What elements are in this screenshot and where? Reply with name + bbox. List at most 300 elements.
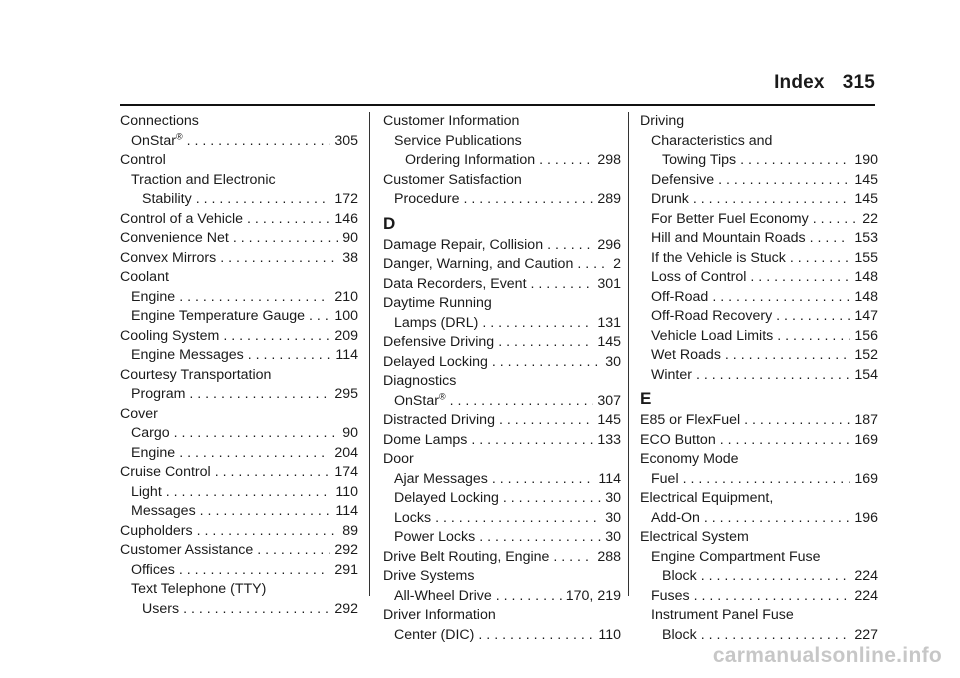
index-entry [640, 489, 878, 509]
index-entry[interactable] [120, 385, 358, 405]
index-entry [383, 112, 621, 132]
entry-page-number[interactable]: 291 [334, 561, 358, 578]
entry-text: Cargo [131, 425, 170, 441]
entry-page-number[interactable]: 289 [597, 191, 621, 207]
index-entry[interactable] [120, 561, 358, 581]
index-entry[interactable] [383, 470, 621, 490]
entry-page-number[interactable]: 133 [597, 431, 621, 448]
entry-page-number[interactable]: 227 [854, 626, 878, 643]
entry-text: Winter [651, 366, 692, 383]
dot-leader [499, 411, 593, 431]
index-entry[interactable] [120, 190, 358, 210]
entry-label [131, 561, 175, 581]
index-entry[interactable] [383, 411, 621, 431]
section-letter: E [640, 389, 652, 408]
entry-page-number[interactable]: 110 [335, 483, 358, 500]
index-entry [120, 112, 358, 132]
index-entry [120, 151, 358, 171]
entry-label [651, 229, 806, 249]
index-entry[interactable] [120, 483, 358, 503]
entry-text: Drive Belt Routing, Engine [383, 548, 550, 565]
entry-label [651, 366, 692, 386]
entry-text: Add-On [651, 509, 700, 526]
entry-text: Traction and Electronic [131, 171, 276, 188]
entry-page-number[interactable]: 30 [605, 529, 621, 545]
dot-leader [166, 483, 332, 503]
dot-leader [744, 411, 850, 431]
entry-page-number[interactable]: 187 [854, 412, 878, 428]
entry-label [142, 190, 192, 210]
entry-label [383, 255, 573, 275]
entry-label [651, 327, 773, 347]
index-entry[interactable] [120, 249, 358, 269]
dot-leader [813, 210, 859, 230]
dot-leader [492, 470, 595, 490]
dot-leader [701, 626, 851, 646]
entry-page-number[interactable]: 114 [335, 347, 358, 363]
entry-page-number[interactable]: 145 [597, 412, 621, 428]
entry-page-number[interactable]: 110 [598, 626, 621, 643]
entry-page-number[interactable]: 145 [597, 334, 621, 350]
entry-page-number[interactable]: 196 [854, 509, 878, 526]
index-entry[interactable] [383, 431, 621, 451]
entry-page-number[interactable]: 145 [854, 191, 878, 207]
entry-text: E85 or FlexFuel [640, 412, 741, 428]
entry-text: Ordering Information [405, 152, 536, 168]
column-divider [628, 112, 629, 596]
entry-text: Coolant [120, 269, 169, 285]
entry-page-number[interactable]: 307 [597, 392, 621, 409]
dot-leader [683, 470, 851, 490]
entry-label [394, 132, 522, 152]
index-entry [640, 528, 878, 548]
index-entry[interactable] [640, 626, 878, 646]
entry-page-number[interactable]: 114 [335, 503, 358, 519]
index-entry[interactable] [120, 502, 358, 522]
index-entry [383, 606, 621, 626]
dot-leader [693, 190, 850, 210]
dot-leader [712, 288, 850, 308]
entry-page-number[interactable]: 169 [854, 431, 878, 448]
entry-text: Connections [120, 113, 199, 129]
entry-label [651, 132, 772, 152]
index-entry [120, 580, 358, 600]
entry-text: Towing Tips [662, 152, 737, 168]
entry-page-number[interactable]: 148 [854, 288, 878, 305]
entry-label [651, 210, 809, 230]
dot-leader [531, 275, 594, 295]
entry-page-number[interactable]: 209 [334, 327, 358, 344]
entry-page-number[interactable]: 156 [854, 327, 878, 344]
index-entry[interactable] [640, 249, 878, 269]
index-column-1 [120, 112, 358, 619]
entry-text: Driving [640, 113, 685, 129]
entry-text: Dome Lamps [383, 431, 468, 448]
entry-text: Cover [120, 405, 158, 422]
index-entry[interactable] [640, 268, 878, 288]
entry-page-number[interactable]: 295 [334, 386, 358, 402]
entry-label [131, 483, 162, 503]
index-entry [120, 268, 358, 288]
entry-page-number[interactable]: 170, 219 [565, 587, 621, 604]
entry-page-number[interactable]: 148 [854, 269, 878, 285]
entry-page-number[interactable]: 298 [597, 152, 621, 168]
index-entry [640, 606, 878, 626]
entry-label [120, 405, 158, 425]
dot-leader [790, 249, 850, 269]
entry-text: Defensive Driving [383, 334, 495, 350]
index-entry[interactable] [383, 151, 621, 171]
index-entry [120, 171, 358, 191]
entry-text: Diagnostics [383, 373, 457, 389]
entry-text: Control of a Vehicle [120, 210, 244, 227]
watermark: carmanualsonline.info [712, 644, 942, 667]
entry-text: Data Recorders, Event [383, 275, 527, 292]
entry-label [394, 587, 492, 607]
entry-text: Control [120, 152, 166, 168]
entry-label [131, 346, 244, 366]
dot-leader [257, 541, 330, 561]
entry-page-number[interactable]: 305 [334, 132, 358, 149]
dot-leader [183, 600, 330, 620]
entry-label [120, 327, 219, 347]
entry-label [131, 444, 175, 464]
entry-label [651, 171, 714, 191]
entry-text: Engine [131, 444, 176, 461]
entry-text: Off-Road [651, 288, 709, 305]
index-entry[interactable] [120, 541, 358, 561]
entry-page-number[interactable]: 172 [334, 191, 358, 207]
index-entry[interactable] [640, 288, 878, 308]
index-entry[interactable] [640, 567, 878, 587]
index-entry[interactable] [640, 171, 878, 191]
entry-text: Block [662, 626, 697, 643]
entry-page-number[interactable]: 22 [862, 210, 878, 227]
entry-text: Cupholders [120, 522, 193, 539]
entry-page-number[interactable]: 155 [854, 249, 878, 266]
index-entry[interactable] [383, 626, 621, 646]
dot-leader [248, 346, 332, 366]
entry-text: Customer Information [383, 113, 520, 129]
index-entry [640, 132, 878, 152]
entry-label [394, 392, 446, 412]
entry-label [120, 366, 271, 386]
entry-label [120, 151, 166, 171]
entry-text: Drive Systems [383, 568, 475, 584]
entry-text: Messages [131, 503, 196, 519]
dot-leader [479, 528, 601, 548]
dot-leader [750, 268, 850, 288]
dot-leader [539, 151, 593, 171]
index-entry[interactable] [120, 522, 358, 542]
dot-leader [220, 249, 338, 269]
entry-page-number[interactable]: 153 [854, 230, 878, 246]
entry-page-number[interactable]: 147 [854, 308, 878, 324]
entry-page-number[interactable]: 2 [613, 256, 621, 272]
index-entry[interactable] [383, 392, 621, 412]
dot-leader [233, 229, 338, 249]
entry-label [662, 567, 697, 587]
entry-text: Electrical System [640, 529, 749, 545]
dot-leader [187, 132, 331, 152]
index-entry [383, 294, 621, 314]
entry-text: Instrument Panel Fuse [651, 607, 794, 623]
entry-label [640, 411, 740, 431]
index-entry [383, 450, 621, 470]
entry-page-number[interactable]: 292 [334, 600, 358, 617]
index-entry[interactable] [640, 327, 878, 347]
dot-leader [492, 353, 601, 373]
entry-page-number[interactable]: 174 [334, 464, 358, 480]
entry-text: Center (DIC) [394, 626, 475, 643]
entry-text: Fuel [651, 470, 679, 487]
dot-leader [223, 327, 330, 347]
entry-label [131, 132, 183, 152]
index-entry[interactable] [383, 548, 621, 568]
entry-text: Text Telephone (TTY) [131, 581, 267, 597]
entry-label [651, 288, 708, 308]
entry-label [142, 600, 179, 620]
dot-leader [694, 587, 851, 607]
entry-label [383, 450, 414, 470]
entry-label [131, 424, 170, 444]
entry-page-number[interactable]: 131 [597, 314, 621, 331]
dot-leader [498, 333, 593, 353]
header-rule [120, 104, 875, 106]
entry-text: Engine [131, 288, 176, 305]
dot-leader [720, 431, 851, 451]
entry-text: Engine Messages [131, 347, 244, 363]
index-entry[interactable] [120, 229, 358, 249]
entry-text: Offices [131, 561, 175, 578]
entry-label [120, 210, 243, 230]
entry-page-number[interactable]: 90 [342, 230, 358, 246]
index-entry [640, 548, 878, 568]
entry-page-number[interactable]: 224 [854, 587, 878, 604]
entry-label [131, 580, 266, 600]
index-entry[interactable] [640, 411, 878, 431]
entry-text: Cooling System [120, 327, 220, 344]
entry-text: Driver Information [383, 607, 496, 623]
entry-label [383, 411, 495, 431]
entry-page-number[interactable]: 38 [342, 249, 358, 266]
entry-page-number[interactable]: 146 [334, 210, 358, 227]
entry-text: Ajar Messages [394, 470, 488, 487]
entry-label [131, 502, 196, 522]
index-entry[interactable] [640, 229, 878, 249]
entry-page-number[interactable]: 190 [854, 152, 878, 168]
entry-label [120, 229, 229, 249]
entry-label [383, 275, 527, 295]
entry-label [120, 112, 199, 132]
entry-text: Convenience Net [120, 230, 229, 246]
entry-page-number[interactable]: 210 [334, 288, 358, 305]
index-column-2 [383, 112, 621, 645]
entry-text: Vehicle Load Limits [651, 327, 774, 344]
index-entry[interactable] [383, 489, 621, 509]
index-entry[interactable] [120, 463, 358, 483]
index-entry [383, 372, 621, 392]
index-entry[interactable] [120, 307, 358, 327]
entry-label [651, 190, 689, 210]
entry-text: Door [383, 451, 414, 467]
entry-text: Service Publications [394, 132, 522, 149]
dot-leader [215, 463, 331, 483]
entry-text: If the Vehicle is Stuck [651, 249, 786, 266]
index-entry[interactable] [640, 307, 878, 327]
entry-label [120, 249, 216, 269]
entry-text: Distracted Driving [383, 412, 495, 428]
dot-leader [471, 431, 593, 451]
index-entry[interactable] [383, 190, 621, 210]
entry-page-number[interactable]: 296 [597, 236, 621, 253]
entry-page-number[interactable]: 30 [605, 509, 621, 526]
dot-leader [478, 626, 594, 646]
index-entry[interactable] [120, 132, 358, 152]
entry-label [394, 190, 459, 210]
entry-text: Delayed Locking [394, 490, 499, 506]
index-entry[interactable] [383, 509, 621, 529]
index-entry[interactable] [640, 587, 878, 607]
page-title: Index [774, 72, 825, 93]
entry-page-number[interactable]: 169 [854, 470, 878, 487]
entry-text: Off-Road Recovery [651, 308, 773, 324]
entry-text: Economy Mode [640, 451, 739, 467]
entry-page-number[interactable]: 90 [342, 425, 358, 441]
dot-leader [776, 307, 850, 327]
index-entry[interactable] [120, 327, 358, 347]
index-entry[interactable] [383, 528, 621, 548]
entry-page-number[interactable]: 154 [854, 366, 878, 383]
index-entry [383, 171, 621, 191]
dot-leader [696, 366, 850, 386]
index-entry[interactable] [120, 288, 358, 308]
entry-label [394, 509, 431, 529]
entry-label [394, 626, 474, 646]
index-entry [383, 567, 621, 587]
entry-text: Block [662, 568, 697, 584]
entry-label [394, 314, 478, 334]
index-entry[interactable] [383, 314, 621, 334]
entry-page-number[interactable]: 288 [597, 548, 621, 565]
dot-leader [810, 229, 851, 249]
entry-label [383, 372, 456, 392]
dot-leader [701, 567, 851, 587]
entry-text: Wet Roads [651, 347, 721, 363]
entry-page-number[interactable]: 114 [598, 470, 621, 487]
index-entry[interactable] [640, 151, 878, 171]
entry-text: OnStar [131, 132, 176, 149]
dot-leader [482, 314, 593, 334]
entry-text: OnStar [394, 392, 439, 409]
dot-leader [309, 307, 330, 327]
dot-leader [189, 385, 330, 405]
entry-label [640, 450, 739, 470]
entry-text: Hill and Mountain Roads [651, 230, 806, 246]
index-entry[interactable] [640, 346, 878, 366]
index-entry[interactable] [640, 431, 878, 451]
index-entry[interactable] [640, 470, 878, 490]
index-entry[interactable] [120, 346, 358, 366]
entry-text: Cruise Control [120, 464, 211, 480]
entry-label [651, 587, 690, 607]
entry-label [383, 333, 494, 353]
dot-leader [503, 489, 601, 509]
dot-leader [200, 502, 332, 522]
entry-label [131, 171, 276, 191]
entry-label [394, 489, 499, 509]
entry-text: For Better Fuel Economy [651, 210, 809, 227]
entry-text: Courtesy Transportation [120, 366, 272, 383]
entry-page-number[interactable]: 292 [334, 542, 358, 558]
entry-page-number[interactable]: 301 [597, 275, 621, 292]
index-entry[interactable] [383, 255, 621, 275]
entry-text: Users [142, 600, 180, 617]
registered-mark: ® [175, 130, 183, 141]
dot-leader [247, 210, 330, 230]
entry-text: Fuses [651, 587, 690, 604]
index-entry[interactable] [383, 236, 621, 256]
index-entry[interactable] [383, 353, 621, 373]
entry-page-number[interactable]: 152 [854, 347, 878, 363]
dot-leader [553, 548, 593, 568]
index-entry[interactable] [120, 600, 358, 620]
entry-label [131, 288, 175, 308]
index-entry[interactable] [383, 275, 621, 295]
entry-label [131, 385, 185, 405]
entry-page-number[interactable]: 100 [334, 308, 358, 324]
entry-label [651, 509, 700, 529]
index-entry[interactable] [120, 444, 358, 464]
index-entry[interactable] [383, 587, 621, 607]
entry-text: Loss of Control [651, 269, 747, 285]
entry-label [640, 489, 773, 509]
entry-label [120, 268, 169, 288]
entry-label [120, 463, 211, 483]
entry-text: Engine Compartment Fuse [651, 548, 821, 565]
entry-page-number[interactable]: 145 [854, 171, 878, 188]
entry-text: Defensive [651, 171, 715, 188]
dot-leader [179, 561, 330, 581]
dot-leader [179, 288, 330, 308]
entry-text: Delayed Locking [383, 353, 488, 370]
entry-label [383, 112, 519, 132]
dot-leader [496, 587, 562, 607]
entry-text: Danger, Warning, and Caution [383, 256, 574, 272]
entry-page-number[interactable]: 30 [605, 353, 621, 370]
entry-page-number[interactable]: 30 [605, 490, 621, 506]
dot-leader [777, 327, 850, 347]
dot-leader [179, 444, 330, 464]
entry-page-number[interactable]: 224 [854, 568, 878, 584]
index-entry[interactable] [640, 366, 878, 386]
index-entry[interactable] [120, 424, 358, 444]
dot-leader [740, 151, 850, 171]
entry-text: Customer Assistance [120, 542, 254, 558]
index-entry[interactable] [640, 210, 878, 230]
entry-page-number[interactable]: 204 [334, 444, 358, 461]
entry-text: Lamps (DRL) [394, 314, 479, 331]
index-entry[interactable] [120, 210, 358, 230]
entry-page-number[interactable]: 89 [342, 522, 358, 539]
index-entry[interactable] [640, 509, 878, 529]
entry-text: Stability [142, 191, 192, 207]
entry-text: Engine Temperature Gauge [131, 308, 306, 324]
entry-label [651, 548, 821, 568]
index-entry[interactable] [640, 190, 878, 210]
index-entry[interactable] [383, 333, 621, 353]
entry-text: Damage Repair, Collision [383, 236, 544, 253]
